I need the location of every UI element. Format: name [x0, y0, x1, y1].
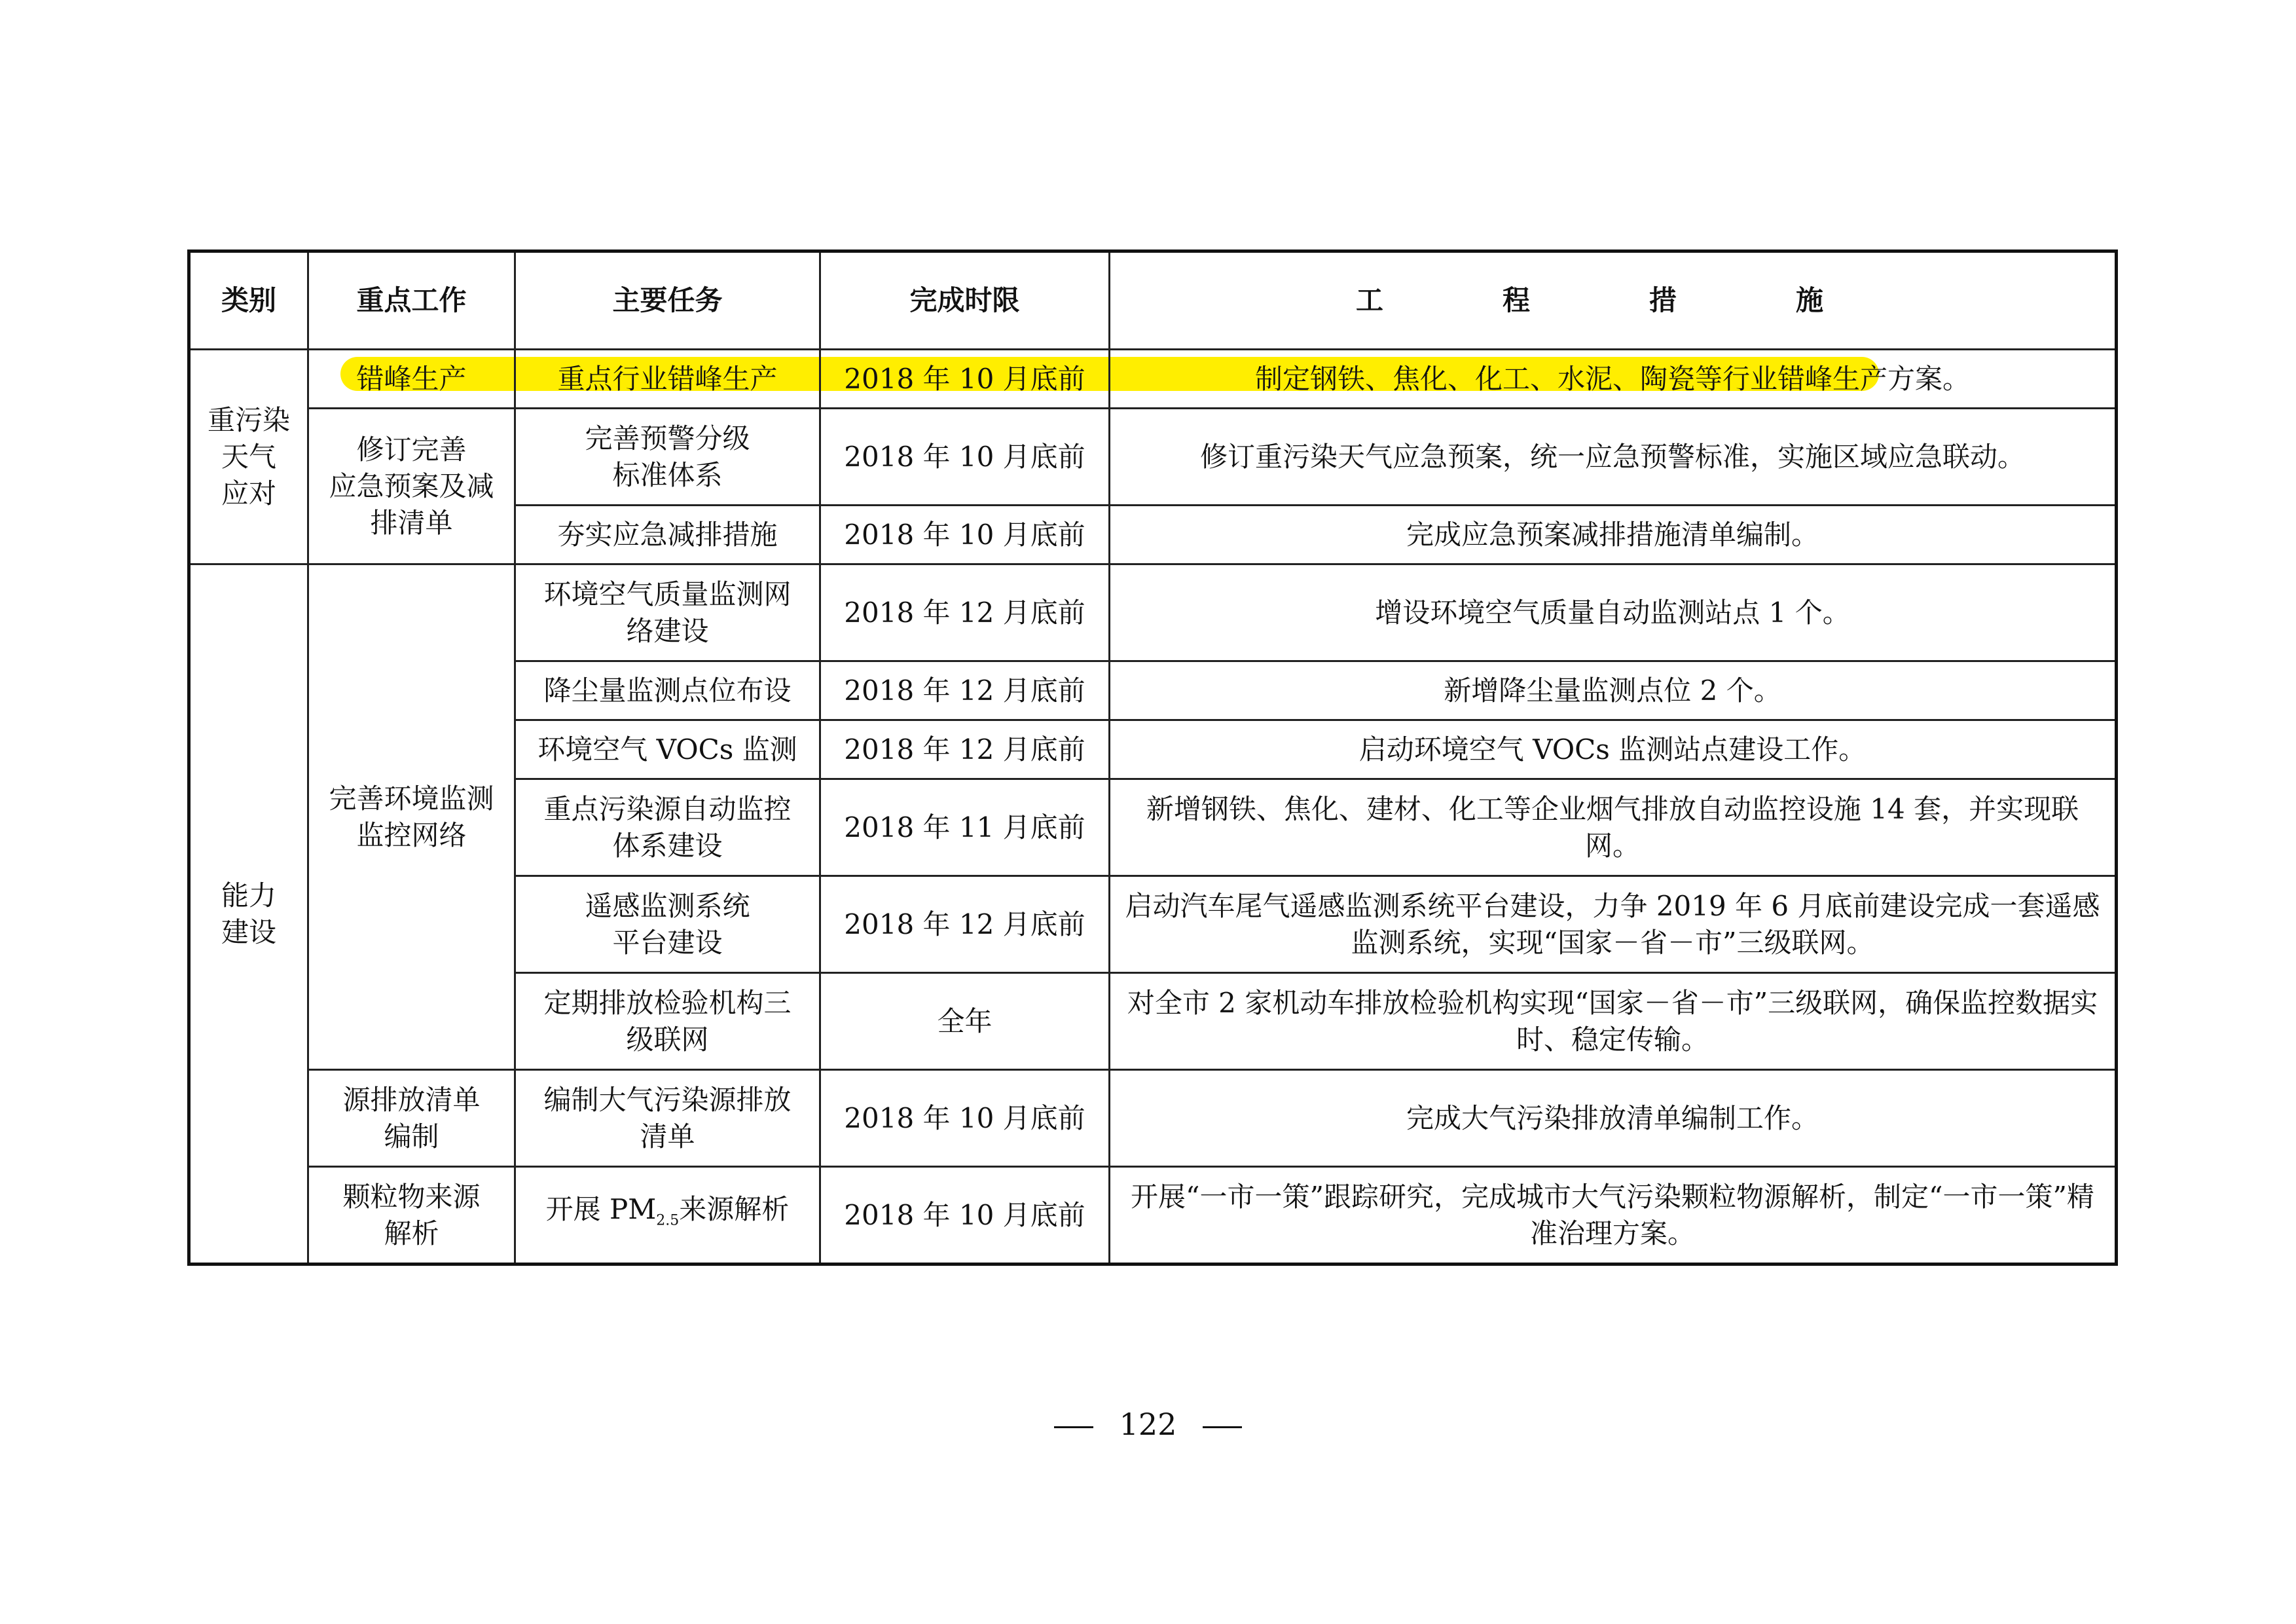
task-cell	[515, 1167, 820, 1264]
key-work-cell: 错峰生产	[308, 350, 515, 409]
task-cell: 降尘量监测点位布设	[515, 661, 820, 720]
deadline-cell: 2018 年 10 月底前	[820, 1167, 1110, 1264]
deadline-cell: 2018 年 11 月底前	[820, 779, 1110, 876]
category-cell: 能力 建设	[189, 564, 308, 1264]
category-cell: 重污染 天气 应对	[189, 350, 308, 564]
key-work-cell: 源排放清单 编制	[308, 1070, 515, 1167]
task-cell: 重点污染源自动监控 体系建设	[515, 779, 820, 876]
header-key-work: 重点工作	[308, 251, 515, 350]
deadline-cell: 2018 年 12 月底前	[820, 564, 1110, 661]
measure-cell: 启动汽车尾气遥感监测系统平台建设，力争 2019 年 6 月底前建设完成一套遥感监测系统，实现“国家－省－市”三级联网。	[1110, 876, 2117, 973]
header-measures: 工 程 措 施	[1110, 251, 2117, 350]
deadline-cell: 2018 年 12 月底前	[820, 720, 1110, 779]
table-row	[189, 1167, 2117, 1264]
measure-cell: 新增降尘量监测点位 2 个。	[1110, 661, 2117, 720]
measure-cell: 新增钢铁、焦化、建材、化工等企业烟气排放自动监控设施 14 套，并实现联网。	[1110, 779, 2117, 876]
task-cell: 遥感监测系统 平台建设	[515, 876, 820, 973]
key-work-cell: 完善环境监测 监控网络	[308, 564, 515, 1070]
measure-cell: 完成应急预案减排措施清单编制。	[1110, 506, 2117, 564]
deadline-cell: 2018 年 10 月底前	[820, 409, 1110, 506]
work-plan-table	[187, 249, 2118, 1266]
task-cell: 环境空气 VOCs 监测	[515, 720, 820, 779]
dash-left	[1054, 1426, 1093, 1428]
measure-cell: 增设环境空气质量自动监测站点 1 个。	[1110, 564, 2117, 661]
header-main-task: 主要任务	[515, 251, 820, 350]
measure-cell: 启动环境空气 VOCs 监测站点建设工作。	[1110, 720, 2117, 779]
measure-cell: 制定钢铁、焦化、化工、水泥、陶瓷等行业错峰生产方案。	[1110, 350, 2117, 409]
task-cell: 定期排放检验机构三 级联网	[515, 973, 820, 1070]
deadline-cell: 2018 年 10 月底前	[820, 506, 1110, 564]
table-header-row	[189, 251, 2117, 350]
key-work-cell: 颗粒物来源 解析	[308, 1167, 515, 1264]
table-row	[189, 564, 2117, 661]
header-deadline: 完成时限	[820, 251, 1110, 350]
key-work-cell: 修订完善 应急预案及减 排清单	[308, 409, 515, 564]
table-row	[189, 350, 2117, 409]
deadline-cell: 2018 年 10 月底前	[820, 350, 1110, 409]
dash-right	[1203, 1426, 1242, 1428]
task-suffix: 来源解析	[679, 1192, 790, 1225]
header-category: 类别	[189, 251, 308, 350]
task-cell: 环境空气质量监测网 络建设	[515, 564, 820, 661]
page-footer	[0, 1407, 2296, 1442]
measure-cell: 修订重污染天气应急预案，统一应急预警标准，实施区域应急联动。	[1110, 409, 2117, 506]
task-cell: 夯实应急减排措施	[515, 506, 820, 564]
task-cell: 编制大气污染源排放 清单	[515, 1070, 820, 1167]
task-subscript: 2.5	[656, 1212, 680, 1229]
task-cell: 完善预警分级 标准体系	[515, 409, 820, 506]
deadline-cell: 2018 年 12 月底前	[820, 876, 1110, 973]
measure-cell: 对全市 2 家机动车排放检验机构实现“国家－省－市”三级联网，确保监控数据实时、稳定传输。	[1110, 973, 2117, 1070]
task-prefix: 开展 PM	[545, 1192, 657, 1225]
deadline-cell: 2018 年 12 月底前	[820, 661, 1110, 720]
measure-cell: 开展“一市一策”跟踪研究，完成城市大气污染颗粒物源解析，制定“一市一策”精准治理方案。	[1110, 1167, 2117, 1264]
page-number: 122	[1119, 1407, 1177, 1442]
task-cell: 重点行业错峰生产	[515, 350, 820, 409]
deadline-cell: 2018 年 10 月底前	[820, 1070, 1110, 1167]
measure-cell: 完成大气污染排放清单编制工作。	[1110, 1070, 2117, 1167]
table-row	[189, 1070, 2117, 1167]
deadline-cell: 全年	[820, 973, 1110, 1070]
table-row	[189, 409, 2117, 506]
